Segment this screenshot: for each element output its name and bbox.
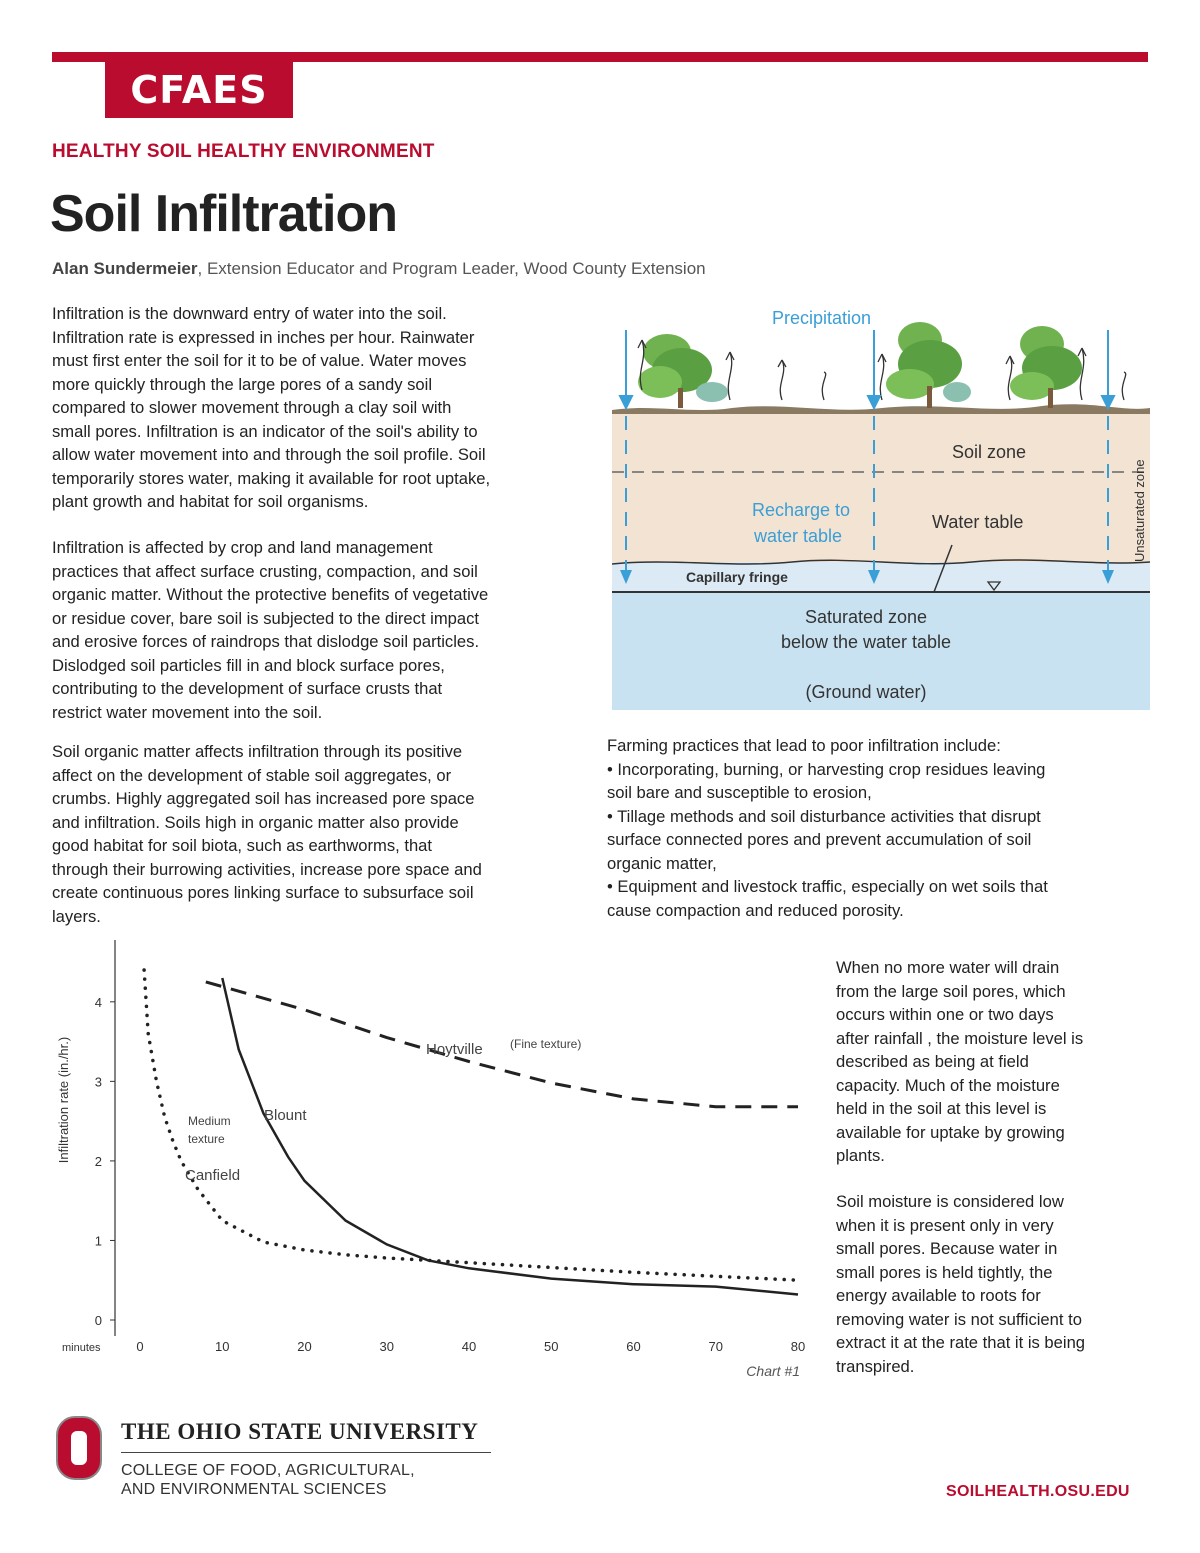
x-tick-label: 20: [297, 1339, 312, 1354]
y-tick-label: 3: [94, 1074, 102, 1090]
canfield-label: Canfield: [185, 1167, 241, 1184]
infiltration-chart: [52, 940, 812, 1380]
x-axis-label: minutes: [62, 1342, 101, 1354]
y-axis-label: Infiltration rate (in./hr.): [56, 1036, 71, 1164]
groundwater-label: (Ground water): [805, 682, 927, 702]
soil-zone-area: [612, 410, 1150, 565]
y-tick-label: 0: [94, 1313, 102, 1328]
series-line-canfield: [144, 970, 798, 1280]
y-tick-label: 1: [94, 1233, 102, 1249]
byline: [52, 259, 706, 279]
recharge-label-2: water table: [754, 526, 843, 546]
x-tick-label: 10: [215, 1339, 230, 1354]
capillary-fringe-label: Capillary fringe: [686, 569, 788, 585]
footer-rule: [121, 1452, 491, 1453]
blount-label: Blount: [264, 1107, 307, 1124]
organic-matter-paragraph: Soil organic matter affects infiltration through its positive affect on the development of stable soil aggregates, or crumbs. Highly aggregated soil has increased pore space and infiltration. Soils high in organic matter also provide good habitat for soil biota, such as earthworms, that through their burrowing activities, increase pore space and create continuous pores linking surface to subsurface soil layers.: [52, 742, 482, 926]
recharge-label-1: Recharge to: [752, 500, 851, 520]
fine-texture-label: (Fine texture): [510, 1037, 582, 1051]
y-tick-label: 2: [94, 1153, 102, 1169]
chart-caption: Chart #1: [746, 1363, 800, 1379]
x-tick-label: 60: [626, 1339, 641, 1354]
x-tick-label: 30: [379, 1339, 394, 1354]
author-name: Alan Sundermeier: [52, 259, 198, 278]
series-line-blount: [222, 978, 798, 1295]
top-red-bar: [52, 52, 1148, 62]
x-tick-label: 80: [790, 1339, 806, 1354]
hoytville-label: Hoytville: [426, 1041, 483, 1058]
low-moisture-paragraph: Soil moisture is considered low when it is present only in very small pores. Because water in small pores is held tightly, the energy available to roots for removing water is not sufficient to extract it at the rate that it is being transpired.: [836, 1192, 1086, 1376]
university-name: THE OHIO STATE UNIVERSITY: [121, 1419, 479, 1444]
saturated-zone-label-1: Saturated zone: [804, 607, 928, 627]
x-tick-label: 0: [136, 1339, 144, 1354]
field-capacity-paragraph: When no more water will drain from the large soil pores, which occurs within one or two days after rainfall , the moisture level is described as being at field capacity. Much of the moisture held in the soil at this level is available for uptake by growing plants.: [836, 958, 1084, 1165]
ohio-state-block-o-logo: [55, 1415, 103, 1481]
cfaes-logo-text: CFAES: [130, 68, 268, 112]
unsaturated-zone-label: Unsaturated zone: [1132, 459, 1147, 562]
groundwater-diagram: [612, 300, 1150, 710]
college-name-line-2: AND ENVIRONMENTAL SCIENCES: [121, 1481, 387, 1498]
farming-practices-list: Farming practices that lead to poor infiltration include: • Incorporating, burning, or harvesting crop residues leaving soil bare and susceptible to erosion, • Tillage methods and soil disturbance activities that disrupt surface connected pores and prevent accumulation of soil organic matter, • Equipment and livestock traffic, especially on wet soils that cause compaction and reduced porosity.: [607, 736, 1048, 920]
x-tick-label: 40: [461, 1339, 477, 1354]
precipitation-label: Precipitation: [772, 308, 872, 328]
website-link[interactable]: SOILHEALTH.OSU.EDU: [946, 1483, 1130, 1500]
saturated-zone-label-2: below the water table: [780, 632, 952, 652]
chart-series: [144, 970, 798, 1295]
cfaes-logo: [105, 62, 293, 118]
page-title: Soil Infiltration: [50, 185, 397, 243]
intro-paragraph: Infiltration is the downward entry of water into the soil. Infiltration rate is expressed in inches per hour. Rainwater must first enter the soil for it to be of value. Water moves more quickly through the large pores of a sandy soil compared to slower movement through a clay soil with small pores. Infiltration is an indicator of the soil's ability to allow water movement into and through the soil profile. Soil temporarily stores water, making it available for root uptake, plant growth and habitat for soil organisms.: [52, 304, 491, 511]
y-tick-label: 4: [94, 994, 102, 1010]
soil-zone-label: Soil zone: [952, 442, 1027, 462]
chart-axes: [95, 940, 805, 1354]
management-paragraph: Infiltration is affected by crop and land management practices that affect surface crusting, compaction, and soil organic matter. Without the protective benefits of vegetative or residue cover, bare soil is subjected to the direct impact and erosive forces of raindrops that dislodge soil particles. Dislodged soil particles fill in and block surface pores, contributing to the development of surface crusts that restrict water movement into the soil.: [52, 538, 489, 722]
x-tick-label: 50: [544, 1339, 559, 1354]
water-table-label: Water table: [932, 512, 1024, 532]
college-name-line-1: COLLEGE OF FOOD, AGRICULTURAL,: [121, 1462, 415, 1479]
x-tick-label: 70: [708, 1339, 723, 1354]
author-role: , Extension Educator and Program Leader, Wood County Extension: [197, 259, 706, 278]
medium-texture-label-1: Medium: [188, 1114, 231, 1128]
medium-texture-label-2: texture: [188, 1132, 225, 1146]
series-line-hoytville: [206, 982, 798, 1107]
series-heading: HEALTHY SOIL HEALTHY ENVIRONMENT: [52, 141, 435, 162]
